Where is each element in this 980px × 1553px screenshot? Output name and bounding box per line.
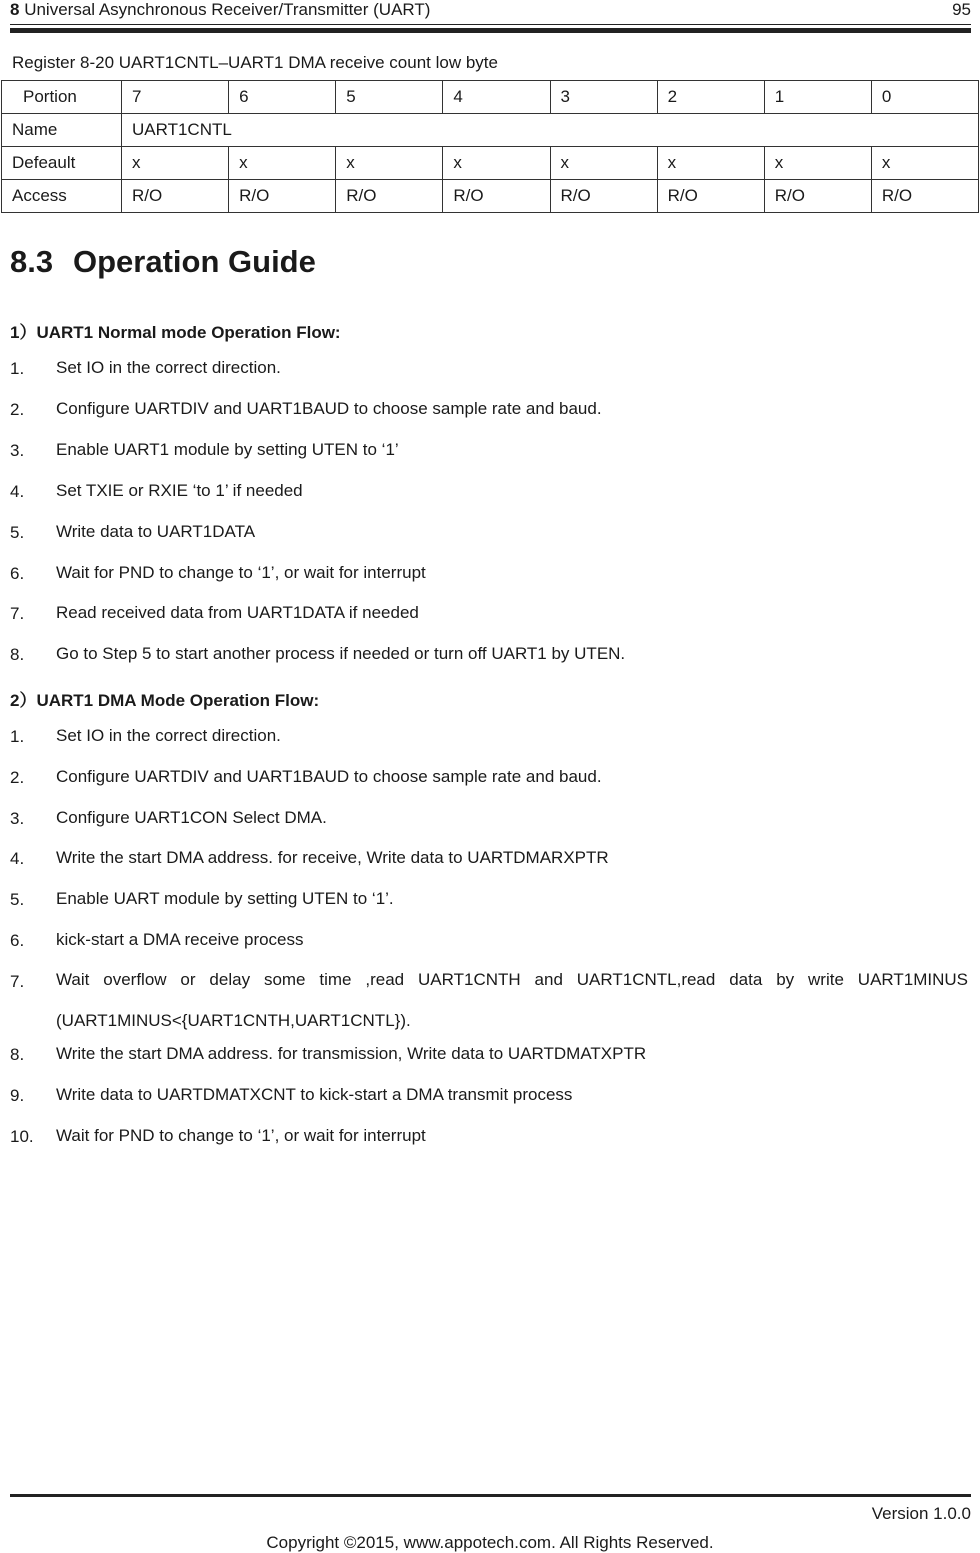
step-text: Write the start DMA address. for receive, Write data to UARTDMARXPTR (56, 848, 609, 867)
list-item (10, 890, 968, 907)
portion-label: Portion (2, 81, 122, 114)
default-cell: x (336, 147, 443, 180)
step-text: Enable UART module by setting UTEN to ‘1’. (56, 889, 394, 908)
step-text: Write the start DMA address. for transmission, Write data to UARTDMATXPTR (56, 1044, 647, 1063)
step-number: 7. (10, 972, 25, 991)
list-item (10, 849, 968, 866)
access-cell: R/O (443, 180, 550, 213)
register-table (1, 80, 979, 213)
step-text: Go to Step 5 to start another process if needed or turn off UART1 by UTEN. (56, 644, 626, 663)
list-item (10, 959, 968, 1041)
register-caption: Register 8-20 UART1CNTL–UART1 DMA receive count low byte (12, 53, 498, 72)
bit-cell: 7 (122, 81, 229, 114)
copyright-notice: Copyright ©2015, www.appotech.com. All Rights Reserved. (266, 1533, 714, 1552)
step-number: 6. (10, 564, 25, 583)
step-text: Set TXIE or RXIE ‘to 1’ if needed (56, 481, 303, 500)
access-cell: R/O (122, 180, 229, 213)
step-number: 1. (10, 727, 25, 746)
step-number: 9. (10, 1086, 25, 1105)
section-title-text: Operation Guide (73, 244, 316, 279)
step-number: 8. (10, 1045, 25, 1064)
step-text: Configure UARTDIV and UART1BAUD to choose sample rate and baud. (56, 399, 602, 418)
bit-cell: 0 (871, 81, 978, 114)
default-cell: x (550, 147, 657, 180)
list-item (10, 482, 968, 499)
step-text: Write data to UART1DATA (56, 522, 256, 541)
access-cell: R/O (657, 180, 764, 213)
table-row-portion (2, 81, 979, 114)
access-cell: R/O (336, 180, 443, 213)
default-cell: x (443, 147, 550, 180)
step-text: kick-start a DMA receive process (56, 930, 304, 949)
default-cell: x (764, 147, 871, 180)
section-number: 8.3 (10, 244, 54, 279)
chapter-title: Universal Asynchronous Receiver/Transmitter (UART) (24, 0, 431, 19)
list-item (10, 931, 968, 948)
version-label: Version 1.0.0 (871, 1504, 971, 1523)
page-number: 95 (952, 0, 971, 19)
list-item (10, 400, 968, 417)
step-text: Wait for PND to change to ‘1’, or wait for interrupt (56, 1126, 426, 1145)
header-rule-thin (10, 24, 971, 25)
step-number: 1. (10, 359, 25, 378)
list-item (10, 359, 968, 376)
bit-cell: 2 (657, 81, 764, 114)
bit-cell: 6 (229, 81, 336, 114)
footer-rule (10, 1494, 971, 1497)
list-item (10, 1045, 968, 1062)
default-cell: x (122, 147, 229, 180)
flow1-heading: 1）UART1 Normal mode Operation Flow: (10, 323, 341, 342)
list-item (10, 564, 968, 581)
step-text: Set IO in the correct direction. (56, 726, 281, 745)
default-cell: x (871, 147, 978, 180)
step-text: Wait overflow or delay some time ,read UART1CNTH and UART1CNTL,read data by write UART1MINUS (UART1MINUS<{UART1CNTH,UART1CNTL}). (56, 970, 968, 1030)
table-row-default (2, 147, 979, 180)
step-number: 10. (10, 1127, 34, 1146)
step-number: 2. (10, 768, 25, 787)
bit-cell: 5 (336, 81, 443, 114)
access-cell: R/O (550, 180, 657, 213)
access-cell: R/O (871, 180, 978, 213)
access-cell: R/O (764, 180, 871, 213)
list-item (10, 645, 968, 662)
list-item (10, 809, 968, 826)
page-header (10, 0, 971, 22)
bit-cell: 1 (764, 81, 871, 114)
list-item (10, 1086, 968, 1103)
step-number: 5. (10, 890, 25, 909)
list-item (10, 768, 968, 785)
list-item (10, 1127, 968, 1144)
list-item (10, 727, 968, 744)
table-row-access (2, 180, 979, 213)
step-number: 2. (10, 400, 25, 419)
step-number: 5. (10, 523, 25, 542)
step-text: Write data to UARTDMATXCNT to kick-start a DMA transmit process (56, 1085, 573, 1104)
step-text: Enable UART1 module by setting UTEN to ‘1’ (56, 440, 399, 459)
bit-cell: 4 (443, 81, 550, 114)
step-number: 3. (10, 441, 25, 460)
step-text: Configure UART1CON Select DMA. (56, 808, 327, 827)
section-title (10, 244, 316, 280)
name-value: UART1CNTL (122, 114, 979, 147)
step-number: 4. (10, 482, 25, 501)
list-item (10, 523, 968, 540)
flow2-heading: 2）UART1 DMA Mode Operation Flow: (10, 691, 320, 710)
step-text: Read received data from UART1DATA if needed (56, 603, 419, 622)
header-rule-thick (10, 28, 971, 33)
step-text: Configure UARTDIV and UART1BAUD to choose sample rate and baud. (56, 767, 602, 786)
step-text: Set IO in the correct direction. (56, 358, 281, 377)
default-cell: x (657, 147, 764, 180)
default-cell: x (229, 147, 336, 180)
chapter-number: 8 (10, 0, 20, 19)
access-label: Access (2, 180, 122, 213)
list-item (10, 604, 968, 621)
default-label: Defeault (2, 147, 122, 180)
table-row-name (2, 114, 979, 147)
name-label: Name (2, 114, 122, 147)
step-number: 7. (10, 604, 25, 623)
step-number: 8. (10, 645, 25, 664)
chapter-heading (10, 0, 430, 20)
access-cell: R/O (229, 180, 336, 213)
list-item (10, 441, 968, 458)
bit-cell: 3 (550, 81, 657, 114)
step-number: 6. (10, 931, 25, 950)
step-text: Wait for PND to change to ‘1’, or wait for interrupt (56, 563, 426, 582)
step-number: 3. (10, 809, 25, 828)
step-number: 4. (10, 849, 25, 868)
